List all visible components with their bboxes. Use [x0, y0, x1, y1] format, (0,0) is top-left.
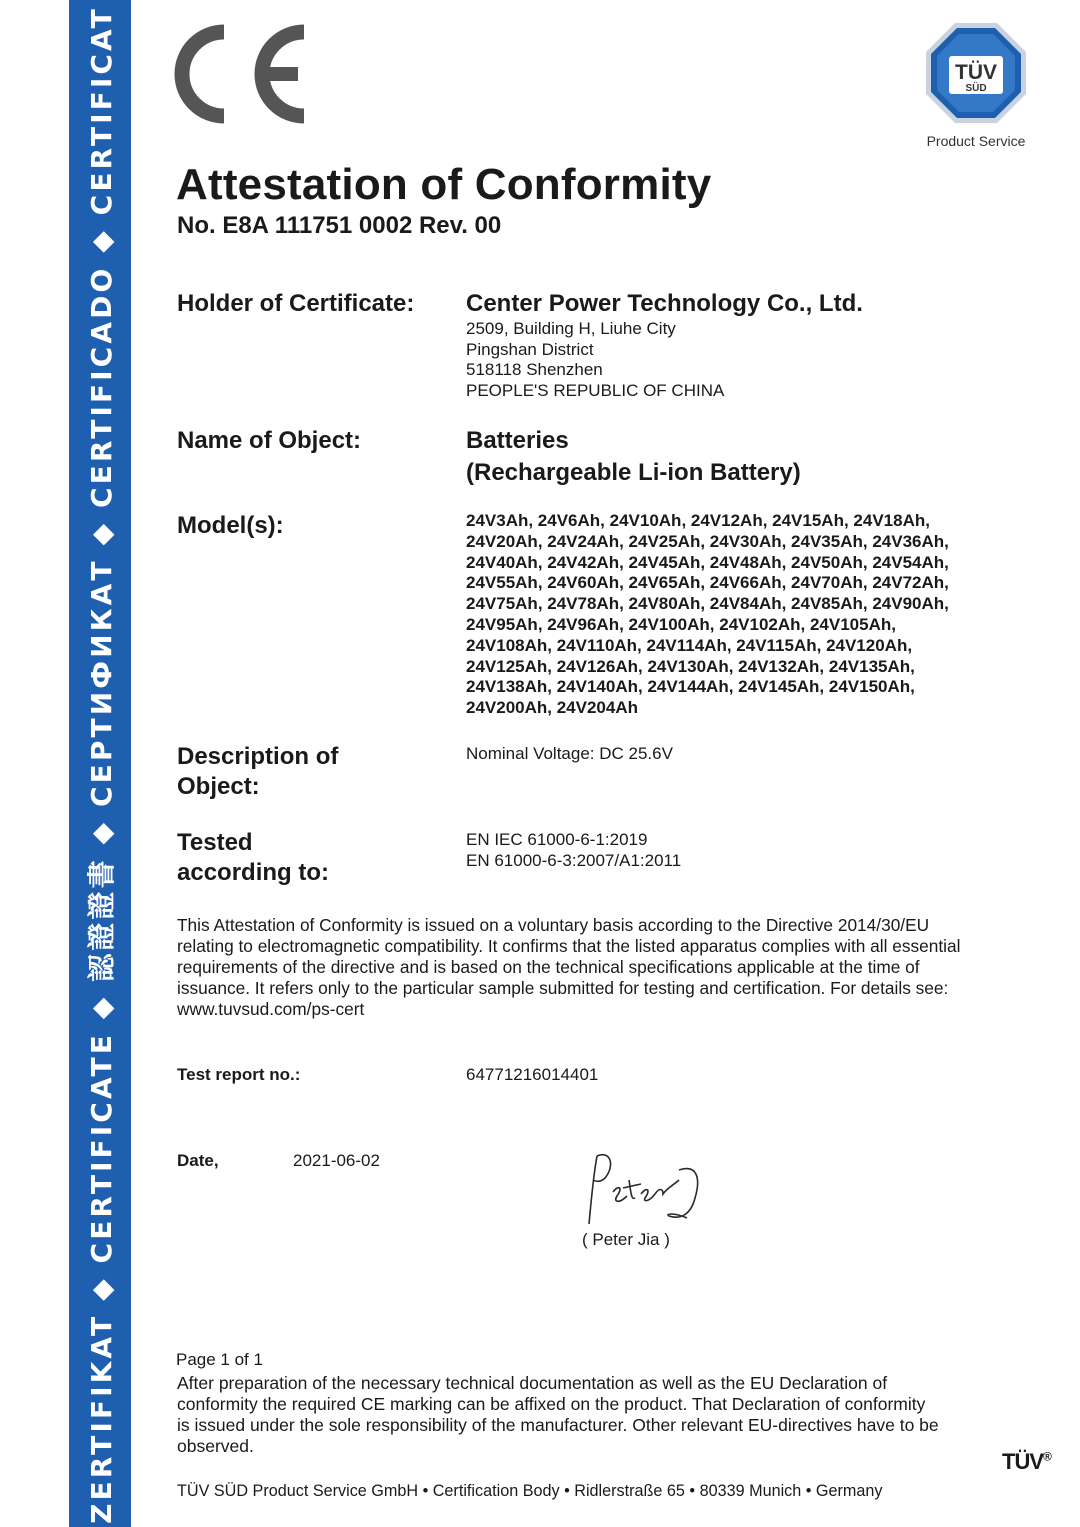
footer-note-line: is issued under the sole responsibility of the manufacturer. Other relevant EU-directives have to be: [177, 1415, 939, 1435]
page-title: Attestation of Conformity: [176, 160, 712, 209]
models-line: 24V138Ah, 24V140Ah, 24V144Ah, 24V145Ah, 24V150Ah,: [466, 677, 915, 697]
page-indicator: Page 1 of 1: [176, 1350, 263, 1369]
tested-standards: [466, 829, 681, 871]
models-line: 24V200Ah, 24V204Ah: [466, 698, 638, 718]
date-label: Date,: [177, 1151, 219, 1170]
holder-company: Center Power Technology Co., Ltd.: [466, 290, 863, 317]
certificate-number: No. E8A 111751 0002 Rev. 00: [177, 212, 502, 239]
object-block: [466, 425, 801, 489]
holder-label: Holder of Certificate:: [177, 290, 415, 317]
models-line: 24V75Ah, 24V78Ah, 24V80Ah, 24V84Ah, 24V85Ah, 24V90Ah,: [466, 594, 949, 614]
issue-date: 2021-06-02: [293, 1151, 380, 1170]
standard-item: EN 61000-6-3:2007/A1:2011: [466, 851, 682, 870]
footer-note-line: After preparation of the necessary technical documentation as well as the EU Declaration of: [177, 1373, 888, 1393]
test-report-label: Test report no.:: [177, 1065, 301, 1084]
test-report-number: 64771216014401: [466, 1065, 599, 1084]
standard-item: EN IEC 61000-6-1:2019: [466, 830, 648, 849]
conformity-statement: [177, 915, 1017, 1020]
object-name-line: (Rechargeable Li-ion Battery): [466, 459, 801, 486]
tuv-logo-top-text: TÜV: [955, 61, 997, 84]
side-certificate-band: [69, 0, 131, 1527]
footer-note-line: observed.: [177, 1436, 254, 1456]
holder-address-line: 518118 Shenzhen: [466, 360, 603, 379]
footer-note-line: conformity the required CE marking can be affixed on the product. That Declaration of conformity: [177, 1394, 926, 1414]
models-line: 24V3Ah, 24V6Ah, 24V10Ah, 24V12Ah, 24V15Ah, 24V18Ah,: [466, 511, 930, 530]
models-list: [466, 511, 1026, 719]
description-label-line: Object:: [177, 773, 260, 800]
holder-address-line: PEOPLE'S REPUBLIC OF CHINA: [466, 380, 725, 400]
product-service-label: Product Service: [926, 133, 1026, 149]
object-label: Name of Object:: [177, 427, 362, 454]
statement-line: relating to electromagnetic compatibility. It confirms that the listed apparatus complies with all essential: [177, 936, 961, 956]
statement-line: issuance. It refers only to the particular sample submitted for testing and certification. For details see:: [177, 978, 949, 998]
models-label: Model(s):: [177, 512, 284, 539]
models-line: 24V108Ah, 24V110Ah, 24V114Ah, 24V115Ah, 24V120Ah,: [466, 635, 913, 655]
signer-name: ( Peter Jia ): [582, 1230, 670, 1249]
description-value: Nominal Voltage: DC 25.6V: [466, 744, 673, 763]
tuv-sud-logo: [925, 22, 1027, 124]
signature-peter: [583, 1148, 703, 1228]
tuv-footer-text: TÜV: [1002, 1449, 1043, 1474]
models-line: 24V20Ah, 24V24Ah, 24V25Ah, 24V30Ah, 24V35Ah, 24V36Ah,: [466, 531, 949, 551]
tested-label-line: Tested: [177, 829, 253, 856]
ce-mark-logo: [172, 24, 312, 124]
object-name-line: Batteries: [466, 427, 569, 454]
tested-label-line: according to:: [177, 859, 330, 886]
models-line: 24V125Ah, 24V126Ah, 24V130Ah, 24V132Ah, 24V135Ah,: [466, 656, 915, 676]
holder-block: [466, 289, 863, 401]
statement-line: www.tuvsud.com/ps-cert: [177, 999, 365, 1019]
footer-address: TÜV SÜD Product Service GmbH • Certification Body • Ridlerstraße 65 • 80339 Munich • Germany: [177, 1482, 883, 1500]
models-line: 24V40Ah, 24V42Ah, 24V45Ah, 24V48Ah, 24V50Ah, 24V54Ah,: [466, 552, 949, 572]
description-label: [177, 742, 338, 802]
models-line: 24V95Ah, 24V96Ah, 24V100Ah, 24V102Ah, 24V105Ah,: [466, 614, 896, 634]
tuv-footer-logo: [1002, 1449, 1052, 1475]
tested-label: [177, 828, 329, 888]
description-label-line: Description of: [177, 743, 339, 770]
statement-line: This Attestation of Conformity is issued on a voluntary basis according to the Directive 2014/30/EU: [177, 915, 930, 935]
statement-line: requirements of the directive and is based on the technical specifications applicable at the time of: [177, 957, 920, 977]
footer-note: [177, 1373, 1017, 1457]
registered-mark: ®: [1043, 1449, 1052, 1464]
side-band-text: ZERTIFIKAT ◆ CERTIFICATE ◆ 認證證書 ◆ СЕРТИФИКАТ ◆ CERTIFICADO ◆ CERTIFICAT: [85, 6, 118, 1524]
tuv-logo-bottom-text: SÜD: [965, 83, 987, 94]
models-line: 24V55Ah, 24V60Ah, 24V65Ah, 24V66Ah, 24V70Ah, 24V72Ah,: [466, 573, 949, 593]
holder-address-line: 2509, Building H, Liuhe City: [466, 319, 676, 338]
holder-address-line: Pingshan District: [466, 339, 594, 359]
